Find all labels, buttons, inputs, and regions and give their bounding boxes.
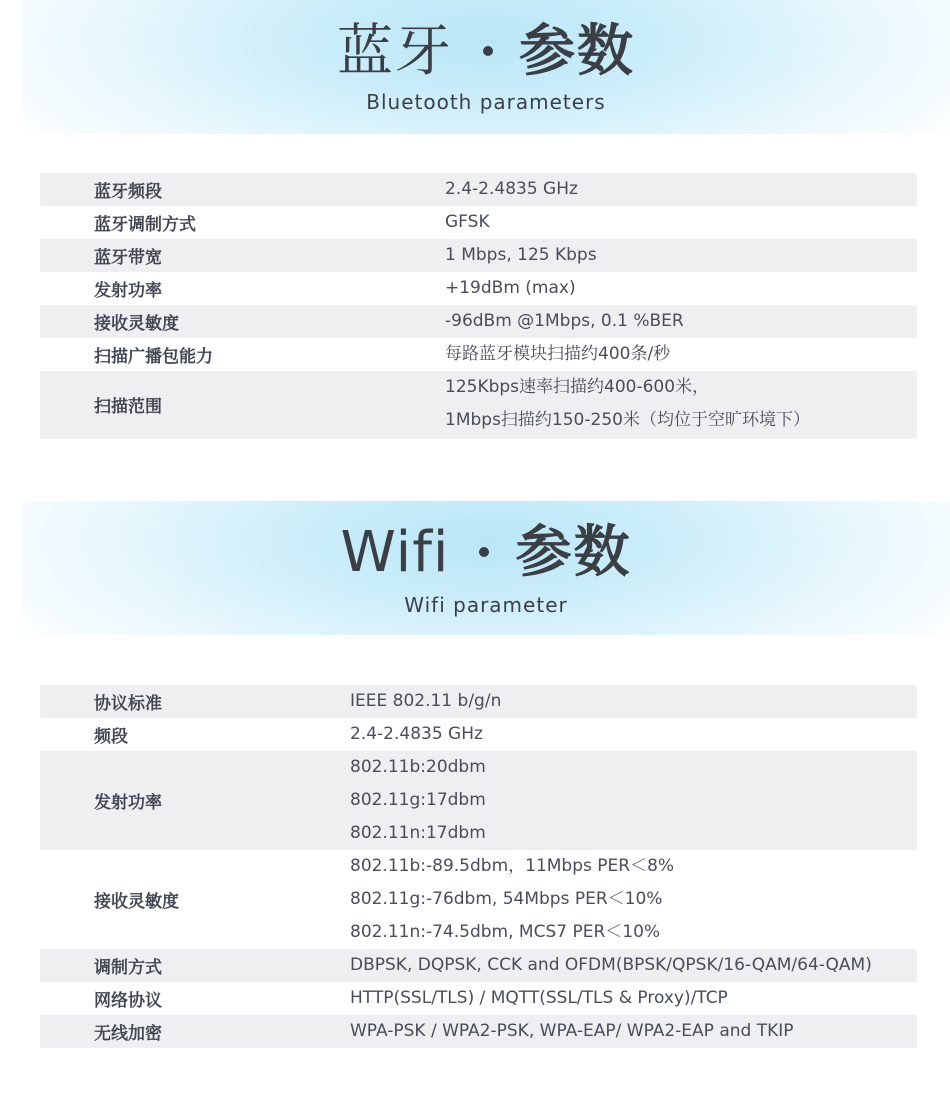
row-value [445,305,917,338]
row-label: 频段 [94,727,128,747]
wifi-title-light: Wifi [340,520,450,585]
value-line: 2.4-2.4835 GHz [445,179,578,199]
table-row [40,982,917,1015]
table-row [40,850,917,949]
value-line: WPA-PSK / WPA2-PSK, WPA-EAP/ WPA2-EAP and TKIP [350,1021,794,1041]
row-label: 接收灵敏度 [94,314,179,334]
wifi-banner [22,501,950,635]
table-row [40,685,917,718]
row-value [350,982,917,1015]
value-line: DBPSK, DQPSK, CCK and OFDM(BPSK/QPSK/16-QAM/64-QAM) [350,955,872,975]
row-label: 协议标准 [94,694,162,714]
bluetooth-title-bold: 参数 [519,19,635,84]
row-label: 调制方式 [94,958,162,978]
row-label: 发射功率 [94,793,162,813]
table-row [40,206,917,239]
row-value [350,718,917,751]
value-line: 802.11g:-76dbm, 54Mbps PER＜10% [350,889,663,909]
row-value [350,751,917,850]
bluetooth-title-light: 蓝牙 [337,19,453,84]
row-value [445,239,917,272]
bluetooth-subtitle: Bluetooth parameters [366,90,606,114]
table-row [40,751,917,850]
row-label: 扫描广播包能力 [94,347,213,367]
value-line: HTTP(SSL/TLS) / MQTT(SSL/TLS & Proxy)/TCP [350,988,728,1008]
row-value [445,371,917,437]
bluetooth-spec-table [40,173,917,439]
value-line: 1Mbps扫描约150-250米（均位于空旷环境下） [445,410,810,430]
row-label: 蓝牙带宽 [94,248,162,268]
value-line: 802.11b:-89.5dbm，11Mbps PER＜8% [350,856,675,876]
row-value [350,685,917,718]
wifi-subtitle: Wifi parameter [404,593,568,617]
table-row [40,371,917,439]
value-line: 1 Mbps, 125 Kbps [445,245,597,265]
row-label: 无线加密 [94,1024,162,1044]
value-line: 125Kbps速率扫描约400-600米， [445,377,710,397]
value-line: +19dBm (max) [445,278,576,298]
row-value [445,338,917,371]
table-row [40,949,917,982]
table-row [40,239,917,272]
table-row [40,338,917,371]
table-row [40,305,917,338]
row-value [445,272,917,305]
table-row [40,173,917,206]
wifi-title [22,520,950,585]
row-label: 发射功率 [94,281,162,301]
value-line: 802.11n:17dbm [350,823,486,843]
table-row [40,272,917,305]
bluetooth-title [22,19,950,84]
bluetooth-banner [22,0,950,134]
table-row [40,1015,917,1048]
row-label: 蓝牙频段 [94,182,162,202]
row-label: 接收灵敏度 [94,892,179,912]
row-value [445,206,917,239]
bullet-dot [479,547,489,557]
row-value [350,850,917,949]
wifi-spec-table [40,685,917,1048]
value-line: 802.11g:17dbm [350,790,486,810]
row-label: 扫描范围 [94,396,162,417]
row-label: 网络协议 [94,991,162,1011]
row-value [350,1015,917,1048]
value-line: 每路蓝牙模块扫描约400条/秒 [445,344,671,364]
value-line: 802.11b:20dbm [350,757,486,777]
wifi-title-bold: 参数 [515,520,632,585]
value-line: IEEE 802.11 b/g/n [350,691,502,711]
table-row [40,718,917,751]
value-line: 802.11n:-74.5dbm, MCS7 PER＜10% [350,922,661,942]
row-label: 蓝牙调制方式 [94,215,196,235]
value-line: GFSK [445,212,490,232]
row-value [445,173,917,206]
bullet-dot [483,46,493,56]
row-value [350,949,917,982]
value-line: -96dBm @1Mbps, 0.1 %BER [445,311,684,331]
value-line: 2.4-2.4835 GHz [350,724,483,744]
